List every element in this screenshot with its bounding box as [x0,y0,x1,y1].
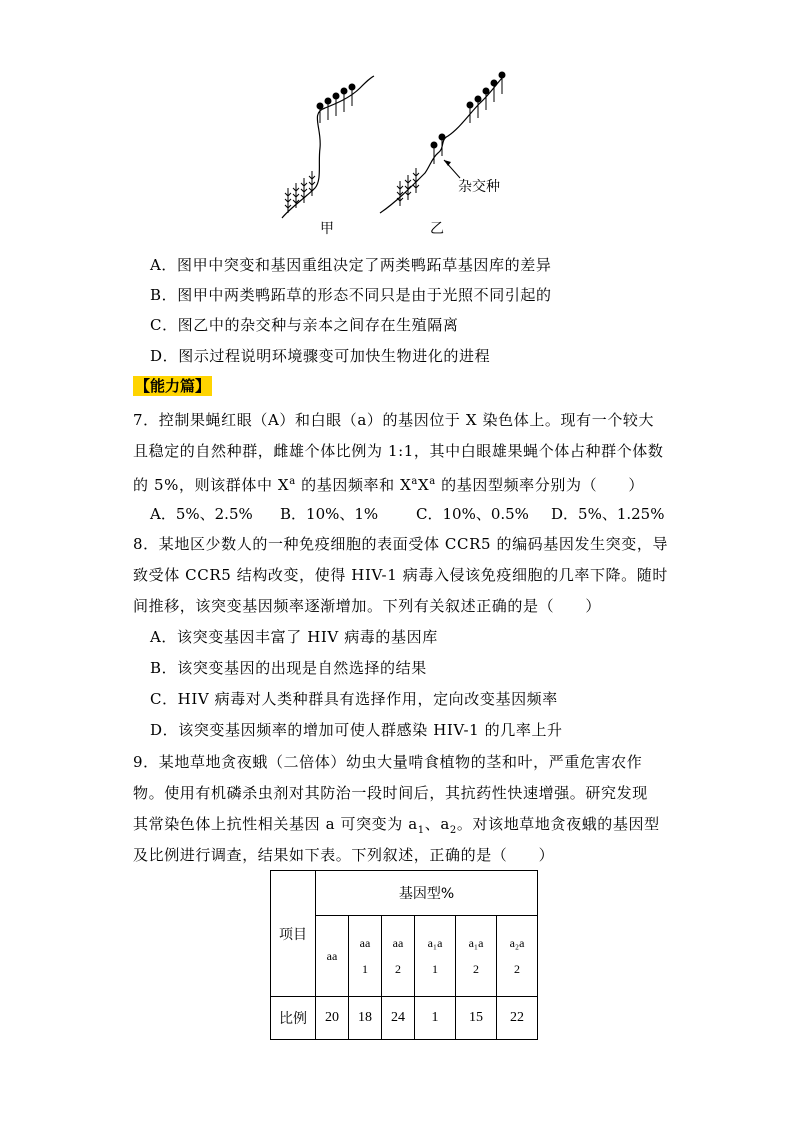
value-cell: 20 [316,997,349,1040]
q7-option-d: D．5%、1.25% [551,505,665,523]
terrain-illustration [280,68,520,238]
q8-option-c: C．HIV 病毒对人类种群具有选择作用，定向改变基因频率 [150,690,558,708]
q9-line-2: 物。使用有机磷杀虫剂对其防治一段时间后，其抗药性快速增强。研究发现 [133,784,648,802]
value-cell: 18 [349,997,382,1040]
genotype-cell: aa 1 [349,916,382,997]
genotype-cell: a₁a 2 [456,916,497,997]
q8-line-1: 8．某地区少数人的一种免疫细胞的表面受体 CCR5 的编码基因发生突变，导 [133,535,669,553]
hybrid-label: 杂交种 [458,179,500,195]
q8-line-3: 间推移，该突变基因频率逐渐增加。下列有关叙述正确的是（ ） [133,597,602,615]
q7-line-1: 7．控制果蝇红眼（A）和白眼（a）的基因位于 X 染色体上。现有一个较大 [133,411,655,429]
q7-option-b: B．10%、1% [280,505,379,523]
duckweed-figure [280,68,520,238]
genotype-cell: aa 2 [382,916,415,997]
q6-option-a: A．图甲中突变和基因重组决定了两类鸭跖草基因库的差异 [150,256,552,274]
q6-option-d: D．图示过程说明环境骤变可加快生物进化的进程 [150,347,491,365]
genotype-cell: a₂a 2 [497,916,538,997]
q8-line-2: 致受体 CCR5 结构改变，使得 HIV-1 病毒入侵该免疫细胞的几率下降。随时 [133,566,668,584]
genotype-table [270,870,538,1040]
q7-option-a: A．5%、2.5% [150,505,253,523]
value-cell: 24 [382,997,415,1040]
figure-label-jia: 甲 [320,221,334,237]
table-header: 基因型% [316,871,538,916]
figure-label-yi: 乙 [430,221,444,237]
q9-line-4: 及比例进行调查，结果如下表。下列叙述，正确的是（ ） [133,846,555,864]
q7-line-3: 的 5%，则该群体中 $X^a$ 的基因频率和 $X^aX^a$ 的基因型频率分别为（ ） [133,476,644,494]
table-row-label: 比例 [271,997,316,1040]
section-title: 【能力篇】 [135,377,211,395]
value-cell: 22 [497,997,538,1040]
q7-option-c: C．10%、0.5% [416,505,529,523]
value-cell: 1 [415,997,456,1040]
q9-line-1: 9．某地草地贪夜蛾（二倍体）幼虫大量啃食植物的茎和叶，严重危害农作 [133,753,643,771]
genotype-cell: aa [316,916,349,997]
q8-option-d: D．该突变基因频率的增加可使人群感染 HIV-1 的几率上升 [150,721,563,739]
q8-option-a: A．该突变基因丰富了 HIV 病毒的基因库 [150,628,438,646]
genotype-cell: a₁a 1 [415,916,456,997]
q6-option-b: B．图甲中两类鸭跖草的形态不同只是由于光照不同引起的 [150,286,552,304]
q6-option-c: C．图乙中的杂交种与亲本之间存在生殖隔离 [150,316,459,334]
q7-line-2: 且稳定的自然种群，雌雄个体比例为 1:1，其中白眼雄果蝇个体占种群个体数 [133,442,664,460]
q9-line-3: 其常染色体上抗性相关基因 a 可突变为 $a_1$、$a_2$。对该地草地贪夜蛾的基因型 [133,815,660,836]
q8-option-b: B．该突变基因的出现是自然选择的结果 [150,659,427,677]
value-cell: 15 [456,997,497,1040]
table-item-label: 项目 [271,871,316,997]
